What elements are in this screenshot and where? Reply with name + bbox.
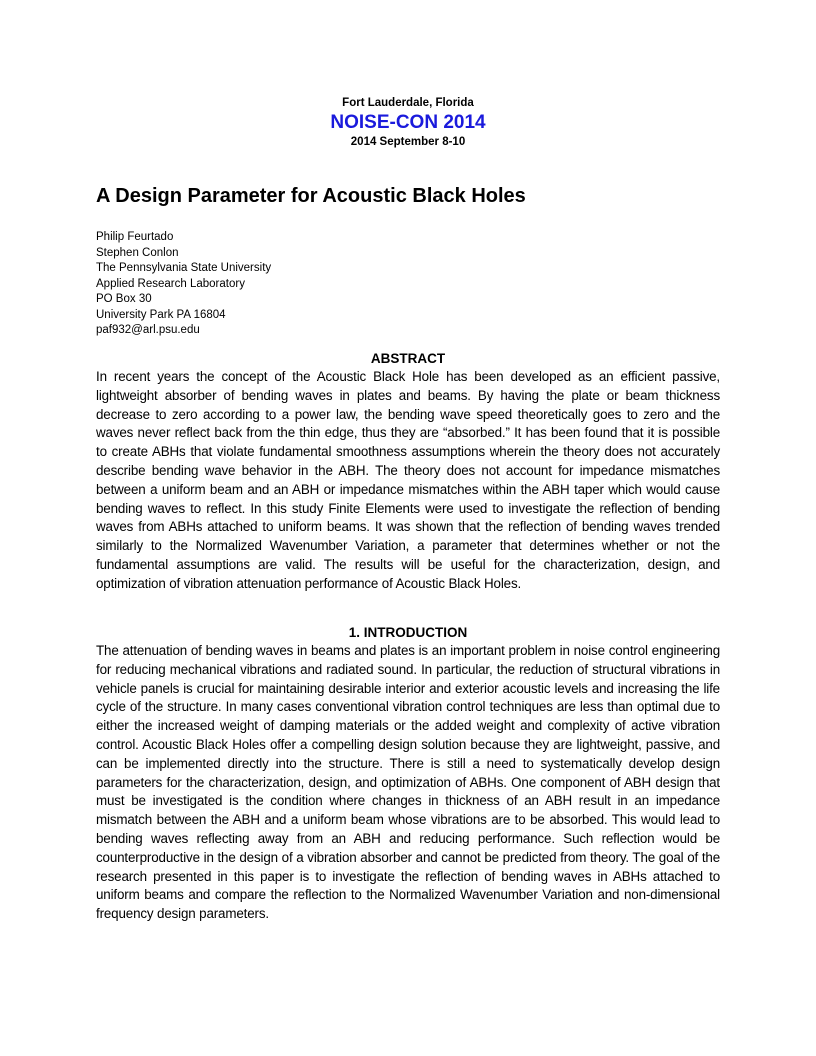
author-name: Philip Feurtado: [96, 231, 174, 243]
author-address: PO Box 30: [96, 293, 152, 305]
introduction-text: The attenuation of bending waves in beams and plates is an important problem in noise control engineering for reducing mechanical vibrations and radiated sound. In particular, the reduction of structural vibrations in vehicle panels is crucial for maintaining desirable interior and exterior acoustic levels and increasing the life cycle of the structure. In many cases conventional vibration control techniques are less than optimal due to either the increased weight of damping materials or the added weight and complexity of active vibration control. Acoustic Black Holes offer a compelling design solution because they are lightweight, passive, and can be implemented directly into the structure. There is still a need to systematically develop design parameters for the characterization, design, and optimization of ABHs. One component of ABH design that must be investigated is the condition where changes in thickness of an ABH result in an impedance mismatch between the ABH and a uniform beam whose vibrations are to be absorbed. This would lead to bending waves reflecting away from an ABH and reducing performance. Such reflection would be counterproductive in the design of a vibration absorber and cannot be predicted from theory. The goal of the research presented in this paper is to investigate the reflection of bending waves in ABHs attached to uniform beams and compare the reflection to the Normalized Wavenumber Variation and non-dimensional frequency design parameters.: [96, 643, 720, 922]
author-name: Stephen Conlon: [96, 246, 179, 259]
conference-dates: 2014 September 8-10: [350, 136, 466, 148]
author-affiliation: The Pennsylvania State University: [96, 262, 272, 274]
author-block: [96, 230, 271, 339]
author-department: Applied Research Laboratory: [96, 277, 245, 290]
abstract-heading: ABSTRACT: [370, 351, 446, 366]
conference-name: NOISE-CON 2014: [330, 112, 486, 133]
conference-location: Fort Lauderdale, Florida: [342, 97, 474, 109]
conference-header: [0, 96, 816, 149]
author-email: paf932@arl.psu.edu: [96, 324, 200, 336]
paper-title: A Design Parameter for Acoustic Black Holes: [96, 185, 526, 207]
author-city: University Park PA 16804: [96, 308, 226, 321]
abstract-text: In recent years the concept of the Acoustic Black Hole has been developed as an efficient passive, lightweight absorber of bending waves in plates and beams. By having the plate or beam thickness decrease to zero according to a power law, the bending wave speed theoretically goes to zero and the waves never reflect back from the thin edge, thus they are “absorbed.” It has been found that it is possible to create ABHs that violate fundamental smoothness assumptions wherein the theory does not accurately describe bending wave behavior in the ABH. The theory does not account for impedance mismatches between a uniform beam and an ABH or impedance mismatches within the ABH taper which would cause bending waves to reflect. In this study Finite Elements were used to investigate the reflection of bending waves from ABHs attached to uniform beams. It was shown that the reflection of bending waves trended similarly to the Normalized Wavenumber Variation, a parameter that determines whether or not the fundamental assumptions are valid. The results will be useful for the characterization, design, and optimization of vibration attenuation performance of Acoustic Black Holes.: [96, 369, 720, 591]
introduction-heading: 1. INTRODUCTION: [348, 625, 468, 640]
